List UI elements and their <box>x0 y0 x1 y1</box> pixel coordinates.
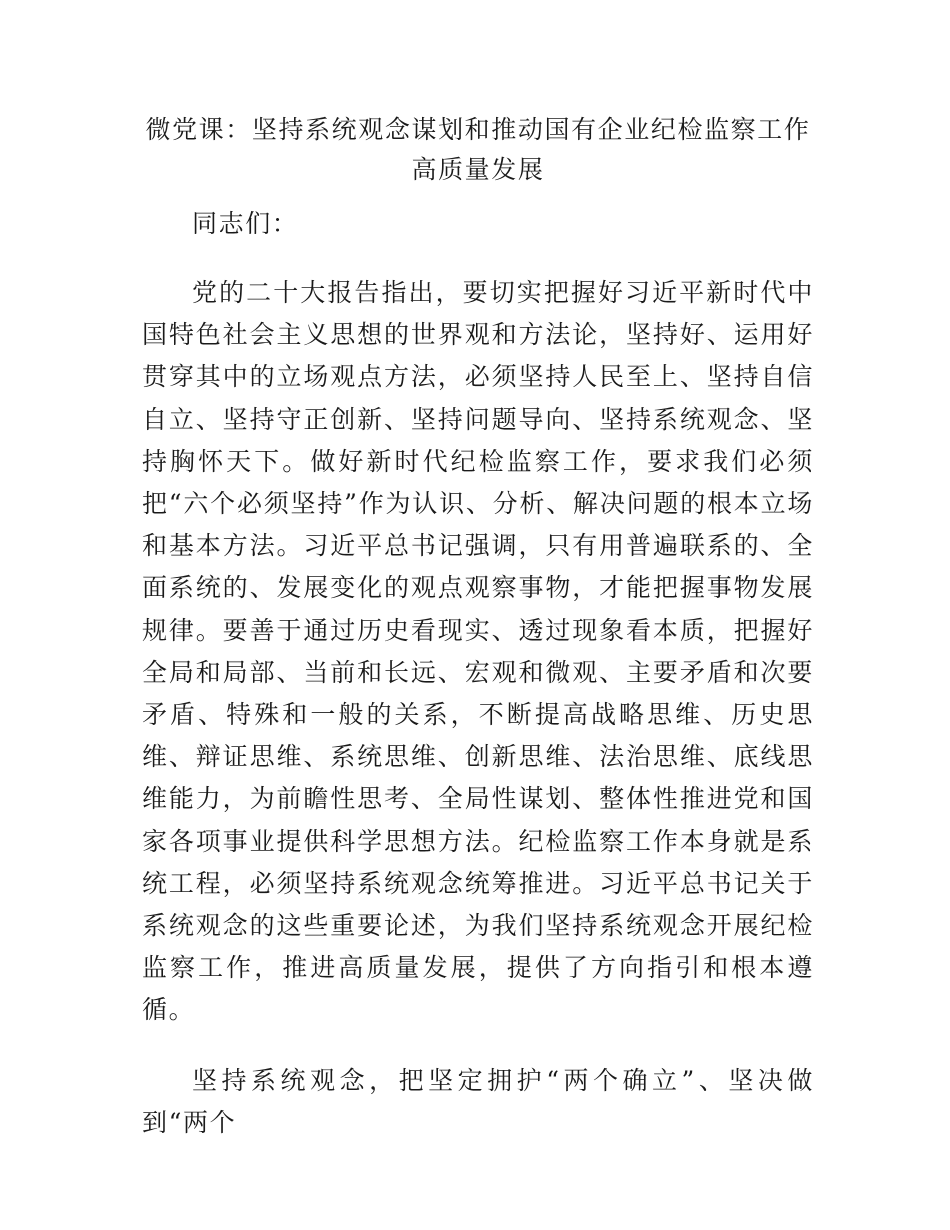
document-body <box>142 110 814 1144</box>
salutation: 同志们： <box>192 209 299 238</box>
document-title: 微党课：坚持系统观念谋划和推动国有企业纪检监察工作高质量发展 <box>145 115 811 184</box>
paragraph-1: 党的二十大报告指出，要切实把握好习近平新时代中国特色社会主义思想的世界观和方法论，坚持好、运用好贯穿其中的立场观点方法，必须坚持人民至上、坚持自信自立、坚持守正创新、坚持问题导向、坚持系统观念、坚持胸怀天下。做好新时代纪检监察工作，要求我们必须把“六个必须坚持”作为认识、分析、解决问题的根本立场和基本方法。习近平总书记强调，只有用普遍联系的、全面系统的、发展变化的观点观察事物，才能把握事物发展规律。要善于通过历史看现实、透过现象看本质，把握好全局和局部、当前和长远、宏观和微观、主要矛盾和次要矛盾、特殊和一般的关系，不断提高战略思维、历史思维、辩证思维、系统思维、创新思维、法治思维、底线思维能力，为前瞻性思考、全局性谋划、整体性推进党和国家各项事业提供科学思想方法。纪检监察工作本身就是系统工程，必须坚持系统观念统筹推进。习近平总书记关于系统观念的这些重要论述，为我们坚持系统观念开展纪检监察工作，推进高质量发展，提供了方向指引和根本遵循。 <box>142 278 814 1025</box>
paragraph-2: 坚持系统观念，把坚定拥护“两个确立”、坚决做到“两个 <box>142 1065 814 1137</box>
